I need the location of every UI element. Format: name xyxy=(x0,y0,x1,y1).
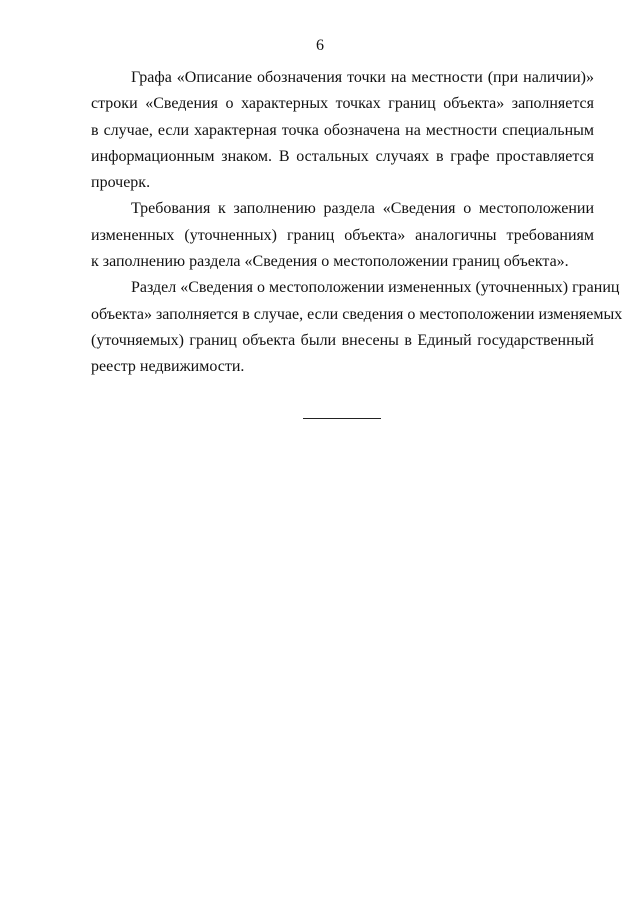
text-line: Графа «Описание обозначения точки на местности (при наличии)» xyxy=(131,69,594,86)
text-line: измененных (уточненных) границ объекта» аналогичны требованиям xyxy=(91,226,594,244)
text-line: объекта» заполняется в случае, если сведения о местоположении изменяемых xyxy=(91,305,623,323)
paragraph-2 xyxy=(91,196,594,275)
text-line: прочерк. xyxy=(91,174,151,192)
text-line: информационным знаком. В остальных случаях в графе проставляется xyxy=(91,147,594,165)
text-line: строки «Сведения о характерных точках границ объекта» заполняется xyxy=(91,95,594,113)
text-line: Требования к заполнению раздела «Сведения о местоположении xyxy=(131,200,594,218)
page-number: 6 xyxy=(316,37,324,54)
end-separator-line xyxy=(303,418,381,419)
text-line: в случае, если характерная точка обозначена на местности специальным xyxy=(91,121,594,139)
paragraph-3 xyxy=(91,275,623,380)
document-body xyxy=(91,65,623,381)
text-line: к заполнению раздела «Сведения о местоположении границ объекта». xyxy=(91,253,569,271)
text-line: реестр недвижимости. xyxy=(91,358,245,376)
text-line: Раздел «Сведения о местоположении измененных (уточненных) границ xyxy=(131,279,620,297)
paragraph-1 xyxy=(91,65,594,196)
text-line: (уточняемых) границ объекта были внесены в Единый государственный xyxy=(91,331,594,349)
